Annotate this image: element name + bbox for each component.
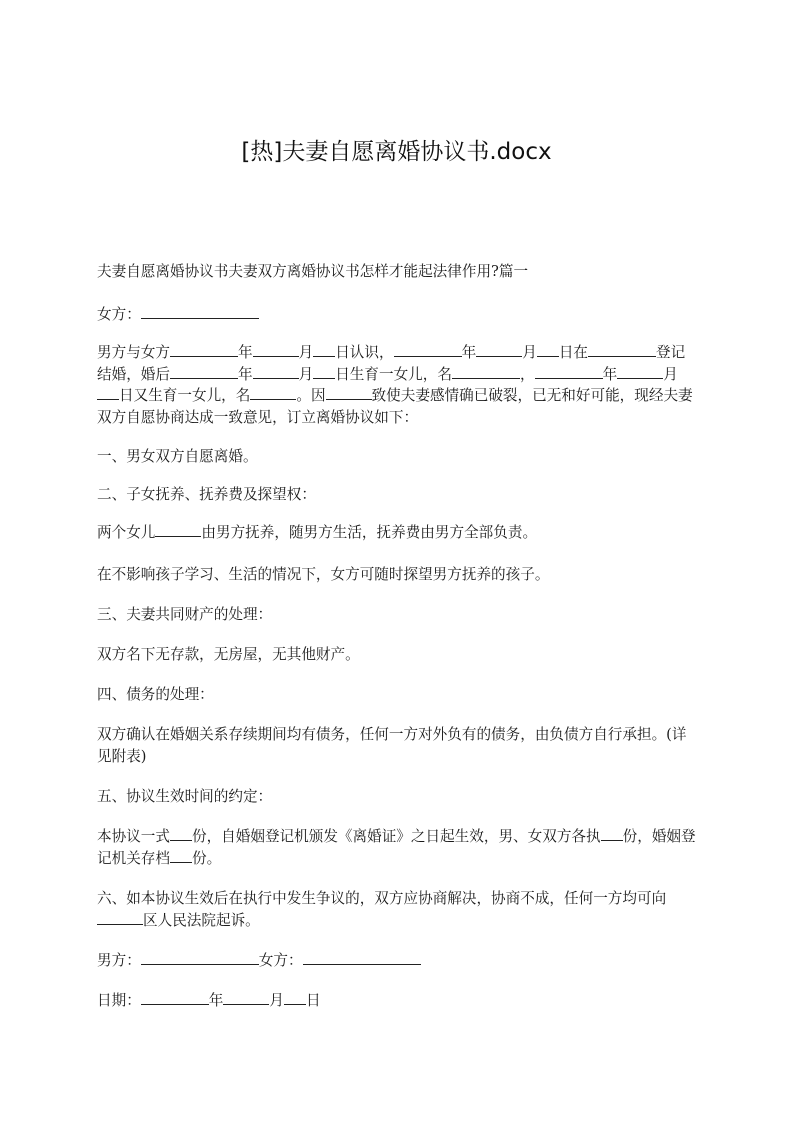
intro-heading: 夫妻自愿离婚协议书夫妻双方离婚协议书怎样才能起法律作用?篇一 xyxy=(97,263,529,280)
blank xyxy=(170,342,238,357)
date-day-blank xyxy=(284,990,306,1005)
blank xyxy=(326,385,372,400)
wife-name-line xyxy=(97,304,699,326)
marriage-text-3: 月 xyxy=(298,344,314,361)
blank xyxy=(537,342,559,357)
wife-sign-label: 女方： xyxy=(258,952,303,969)
date-year-label: 年 xyxy=(208,992,224,1009)
blank xyxy=(617,364,663,379)
document-title: [热]夫妻自愿离婚协议书.docx xyxy=(241,139,552,165)
visitation-paragraph: 在不影响孩子学习、生活的情况下，女方可随时探望男方抚养的孩子。 xyxy=(97,566,550,583)
marriage-text-15: 日又生育一女儿，名 xyxy=(119,387,251,404)
date-label: 日期： xyxy=(97,992,141,1009)
blank xyxy=(588,342,656,357)
blank xyxy=(253,342,299,357)
blank xyxy=(170,848,192,863)
marriage-text-16: 。因 xyxy=(296,387,326,404)
wife-name-blank xyxy=(141,304,259,319)
debt-paragraph: 双方确认在婚姻关系存续期间均有债务，任何一方对外负有的债务，由负债方自行承担。(详见附表) xyxy=(97,726,687,765)
marriage-text-8: 登记结婚，婚后 xyxy=(97,344,686,383)
date-line xyxy=(97,990,699,1012)
date-month-label: 月 xyxy=(269,992,285,1009)
date-month-blank xyxy=(223,990,269,1005)
section-5-heading: 五、协议生效时间的约定： xyxy=(97,788,273,805)
marriage-text-12: ， xyxy=(519,365,535,383)
effect-text-1: 本协议一式 xyxy=(97,828,170,845)
blank xyxy=(313,342,335,357)
signature-line xyxy=(97,950,699,972)
date-day-label: 日 xyxy=(306,992,321,1009)
marriage-text-4: 日认识， xyxy=(335,344,394,361)
section-1-heading: 一、男女双方自愿离婚。 xyxy=(97,448,258,465)
blank xyxy=(170,826,192,841)
property-paragraph: 双方名下无存款，无房屋，无其他财产。 xyxy=(97,646,360,663)
marriage-text-14: 月 xyxy=(663,365,678,383)
marriage-text-5: 年 xyxy=(461,344,477,361)
wife-label: 女方： xyxy=(97,306,141,323)
custody-text-1: 两个女儿 xyxy=(97,524,156,541)
blank xyxy=(394,342,462,357)
dispute-paragraph xyxy=(97,888,699,931)
wife-sign-blank xyxy=(303,950,421,965)
effect-paragraph xyxy=(97,826,699,869)
effect-text-4: 份。 xyxy=(191,849,222,867)
custody-text-2: 由男方抚养，随男方生活，抚养费由男方全部负责。 xyxy=(201,524,538,541)
section-2-heading: 二、子女抚养、抚养费及探望权： xyxy=(97,486,316,503)
blank xyxy=(250,385,296,400)
marriage-text-11: 日生育一女儿，名 xyxy=(335,365,452,383)
blank xyxy=(155,522,201,537)
marriage-text-2: 年 xyxy=(237,344,253,361)
custody-paragraph xyxy=(97,522,699,544)
marriage-text-9: 年 xyxy=(237,365,253,383)
marriage-text-6: 月 xyxy=(522,344,537,361)
section-4-heading: 四、债务的处理： xyxy=(97,686,214,703)
section-3-heading: 三、夫妻共同财产的处理： xyxy=(97,606,273,623)
blank xyxy=(535,364,603,379)
husband-sign-blank xyxy=(141,950,259,965)
date-year-blank xyxy=(141,990,209,1005)
marriage-text-1: 男方与女方 xyxy=(97,344,170,361)
blank xyxy=(313,364,335,379)
blank xyxy=(97,910,143,925)
effect-text-3: 份，婚姻登记机关存档 xyxy=(97,828,696,867)
dispute-text-2: 区人民法院起诉。 xyxy=(143,911,260,929)
marriage-text-7: 日在 xyxy=(558,344,589,361)
marriage-text-13: 年 xyxy=(602,365,618,383)
effect-text-2: 份，自婚姻登记机颁发《离婚证》之日起生效，男、女双方各执 xyxy=(191,828,601,845)
blank xyxy=(452,364,520,379)
blank xyxy=(170,364,238,379)
marriage-text-10: 月 xyxy=(298,365,314,383)
blank xyxy=(97,385,119,400)
blank xyxy=(601,826,623,841)
husband-sign-label: 男方： xyxy=(97,952,141,969)
dispute-text-1: 六、如本协议生效后在执行中发生争议的，双方应协商解决，协商不成，任何一方均可向 xyxy=(97,890,667,907)
marriage-text-17: 致使夫妻感情确已破裂，已无和好可能，现经夫妻双方自愿协商达成一致意见，订立离婚协议如下： xyxy=(97,387,693,426)
marriage-paragraph xyxy=(97,342,699,428)
blank xyxy=(476,342,522,357)
blank xyxy=(253,364,299,379)
